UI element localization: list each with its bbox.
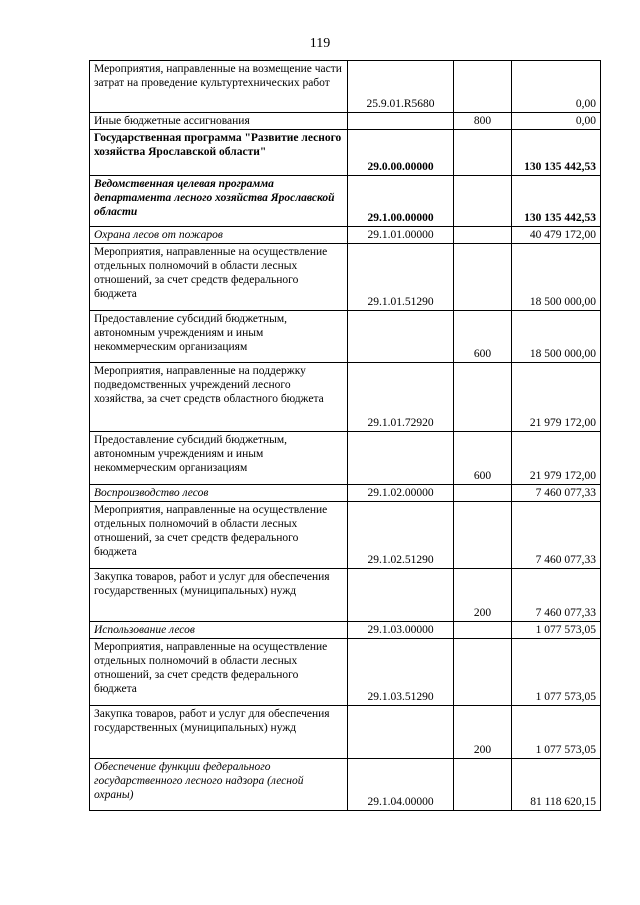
table-row [90, 569, 601, 622]
row-amount: 7 460 077,33 [512, 485, 601, 502]
row-amount: 1 077 573,05 [512, 622, 601, 639]
row-amount: 1 077 573,05 [512, 706, 601, 759]
row-expense-type: 200 [454, 569, 512, 622]
row-expense-type: 800 [454, 113, 512, 130]
table-row [90, 622, 601, 639]
row-amount: 21 979 172,00 [512, 432, 601, 485]
row-expense-type [454, 639, 512, 706]
table-row [90, 244, 601, 311]
row-name: Закупка товаров, работ и услуг для обеспечения государственных (муниципальных) нужд [90, 706, 348, 759]
row-code: 29.1.02.00000 [348, 485, 454, 502]
row-name: Предоставление субсидий бюджетным, автономным учреждениям и иным некоммерческим организациям [90, 311, 348, 363]
row-name: Использование лесов [90, 622, 348, 639]
row-name: Обеспечение функции федерального государственного лесного надзора (лесной охраны) [90, 759, 348, 811]
row-amount: 40 479 172,00 [512, 227, 601, 244]
row-expense-type [454, 61, 512, 113]
row-amount: 7 460 077,33 [512, 569, 601, 622]
table-row [90, 113, 601, 130]
row-amount: 1 077 573,05 [512, 639, 601, 706]
row-code: 29.1.00.00000 [348, 176, 454, 227]
row-name: Иные бюджетные ассигнования [90, 113, 348, 130]
row-name: Мероприятия, направленные на возмещение части затрат на проведение культуртехнических работ [90, 61, 348, 113]
row-expense-type [454, 502, 512, 569]
budget-table [89, 60, 601, 811]
table-row [90, 130, 601, 176]
table-row [90, 759, 601, 811]
row-amount: 0,00 [512, 113, 601, 130]
row-code [348, 113, 454, 130]
row-amount: 81 118 620,15 [512, 759, 601, 811]
row-code [348, 311, 454, 363]
row-name: Воспроизводство лесов [90, 485, 348, 502]
row-code: 29.1.01.72920 [348, 363, 454, 432]
row-expense-type [454, 622, 512, 639]
row-expense-type: 600 [454, 432, 512, 485]
row-code: 29.0.00.00000 [348, 130, 454, 176]
row-amount: 18 500 000,00 [512, 311, 601, 363]
row-expense-type [454, 759, 512, 811]
row-name: Закупка товаров, работ и услуг для обеспечения государственных (муниципальных) нужд [90, 569, 348, 622]
row-expense-type [454, 485, 512, 502]
row-expense-type [454, 176, 512, 227]
table-row [90, 363, 601, 432]
row-amount: 130 135 442,53 [512, 176, 601, 227]
row-expense-type [454, 130, 512, 176]
row-code: 29.1.03.00000 [348, 622, 454, 639]
row-name: Ведомственная целевая программа департамента лесного хозяйства Ярославской области [90, 176, 348, 227]
row-name: Охрана лесов от пожаров [90, 227, 348, 244]
row-code: 29.1.01.00000 [348, 227, 454, 244]
row-code: 29.1.01.51290 [348, 244, 454, 311]
row-name: Государственная программа "Развитие лесного хозяйства Ярославской области" [90, 130, 348, 176]
page-number: 119 [309, 36, 331, 51]
row-name: Мероприятия, направленные на осуществление отдельных полномочий в области лесных отношений, за счет средств федерального бюджета [90, 502, 348, 569]
table-row [90, 176, 601, 227]
table-row [90, 227, 601, 244]
row-expense-type [454, 227, 512, 244]
table-row [90, 61, 601, 113]
row-amount: 0,00 [512, 61, 601, 113]
table-row [90, 311, 601, 363]
row-amount: 21 979 172,00 [512, 363, 601, 432]
row-code: 29.1.02.51290 [348, 502, 454, 569]
row-amount: 18 500 000,00 [512, 244, 601, 311]
row-name: Предоставление субсидий бюджетным, автономным учреждениям и иным некоммерческим организациям [90, 432, 348, 485]
row-code: 29.1.03.51290 [348, 639, 454, 706]
row-name: Мероприятия, направленные на поддержку подведомственных учреждений лесного хозяйства, за счет средств областного бюджета [90, 363, 348, 432]
row-name: Мероприятия, направленные на осуществление отдельных полномочий в области лесных отношений, за счет средств федерального бюджета [90, 639, 348, 706]
row-expense-type [454, 244, 512, 311]
table-row [90, 502, 601, 569]
row-code [348, 569, 454, 622]
row-code [348, 706, 454, 759]
row-code: 25.9.01.R5680 [348, 61, 454, 113]
table-row [90, 706, 601, 759]
row-amount: 7 460 077,33 [512, 502, 601, 569]
row-expense-type: 600 [454, 311, 512, 363]
budget-table-body [90, 61, 601, 811]
row-code [348, 432, 454, 485]
table-row [90, 485, 601, 502]
row-amount: 130 135 442,53 [512, 130, 601, 176]
row-name: Мероприятия, направленные на осуществление отдельных полномочий в области лесных отношений, за счет средств федерального бюджета [90, 244, 348, 311]
row-expense-type [454, 363, 512, 432]
row-code: 29.1.04.00000 [348, 759, 454, 811]
row-expense-type: 200 [454, 706, 512, 759]
table-row [90, 432, 601, 485]
table-row [90, 639, 601, 706]
